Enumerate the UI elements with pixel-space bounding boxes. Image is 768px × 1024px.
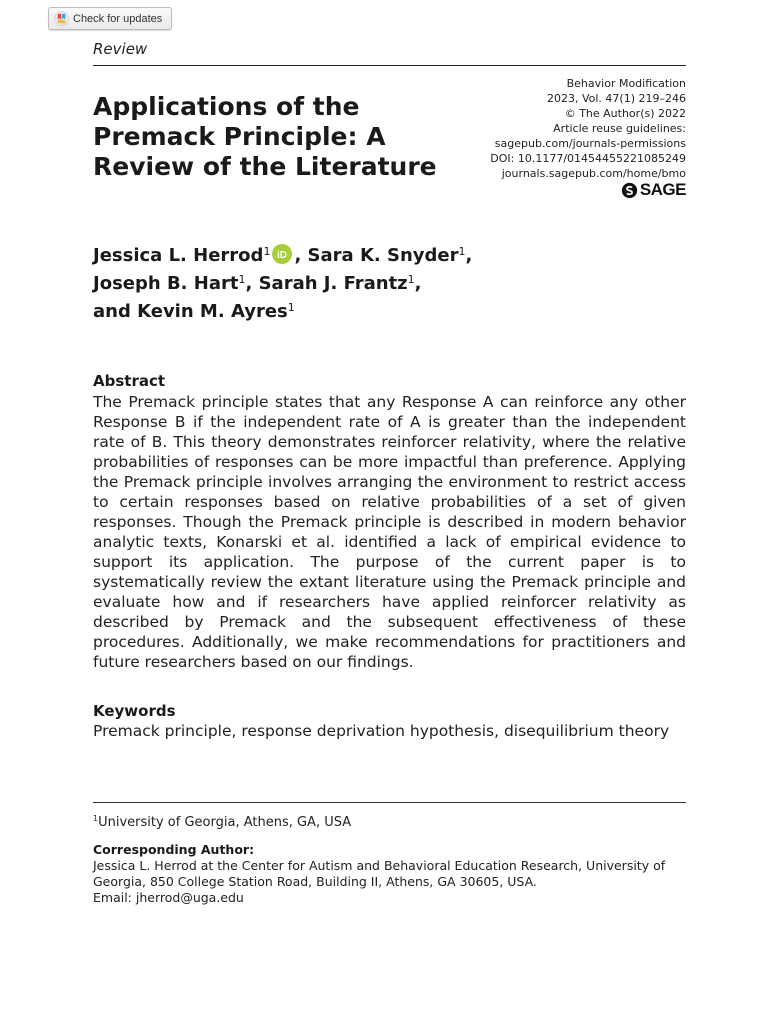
affiliation-marker: 1 [263,245,271,258]
keywords-heading: Keywords [93,702,176,720]
author-name: Sarah J. Frantz [258,273,408,294]
check-for-updates-label: Check for updates [73,12,163,25]
sage-logo-text: SAGE [639,180,686,199]
article-type-label: Review [93,40,148,58]
corresponding-author-email[interactable]: Email: jherrod@uga.edu [93,890,244,905]
affiliation-marker: 1 [93,814,99,823]
svg-text:iD: iD [277,250,288,261]
sage-logo [621,180,686,200]
doi-link[interactable]: DOI: 10.1177/01454455221085249 [490,152,686,165]
article-title: Applications of the Premack Principle: A Review of the Literature [93,92,437,181]
keywords-text: Premack principle, response deprivation hypothesis, disequilibrium theory [93,722,670,740]
abstract-heading: Abstract [93,372,166,390]
affiliation-marker: 1 [287,301,295,314]
author-name: Sara K. Snyder [307,245,459,266]
author-name: Jessica L. Herrod [93,245,264,266]
journal-name: Behavior Modification [566,77,686,90]
journal-volume: 2023, Vol. 47(1) 219–246 [546,92,686,105]
author-list: Jessica L. Herrod$^1$ iD , Sara K. Snyder$^1$, Joseph B. Hart$^1$, Sarah J. Frantz$^1$, and Kevin M. Ayres$^1$ [93,245,473,322]
header-divider [93,65,686,66]
crossmark-icon [54,11,69,26]
footnote-divider [93,802,686,803]
affiliation-text: University of Georgia, Athens, GA, USA [98,815,352,830]
author-name: Joseph B. Hart [93,273,239,294]
check-for-updates-button[interactable] [48,7,172,30]
orcid-icon[interactable] [272,244,292,264]
journal-copyright: © The Author(s) 2022 [564,107,686,120]
reuse-link[interactable]: sagepub.com/journals-permissions [494,137,686,150]
corresponding-author-heading: Corresponding Author: [93,842,255,857]
affiliation-marker: 1 [238,273,246,286]
sage-logo-mark-icon [621,182,638,199]
affiliation-footnote [93,814,351,830]
corresponding-author-details [93,858,686,906]
author-name: and Kevin M. Ayres [93,301,288,322]
affiliation-marker: 1 [407,273,415,286]
reuse-label: Article reuse guidelines: [553,122,686,135]
journal-home-link[interactable]: journals.sagepub.com/home/bmo [501,167,686,180]
corresponding-author-address: Jessica L. Herrod at the Center for Autism and Behavioral Education Research, University of Georgia, 850 College Station Road, Building II, Athens, GA 30605, USA. [93,858,666,889]
journal-info [490,76,686,181]
abstract-text: The Premack principle states that any Response A can reinforce any other Response B if the independent rate of A is greater than the independent rate of B. This theory demonstrates reinforcer relativity, where the relative probabilities of responses can be more impactful than preference. Applying the Premack principle involves arranging the environment to restrict access to certain responses based on relative probabilities of a set of given responses. Though the Premack principle is described in modern behavior analytic texts, Konarski et al. identified a lack of empirical evidence to support its application. The purpose of the current paper is to systematically review the extant literature using the Premack principle and evaluate how and if researchers have applied reinforcer relativity as described by Premack and the subsequent effectiveness of these procedures. Additionally, we make recommendations for practitioners and future researchers based on our findings. [93,393,686,671]
affiliation-marker: 1 [458,245,466,258]
